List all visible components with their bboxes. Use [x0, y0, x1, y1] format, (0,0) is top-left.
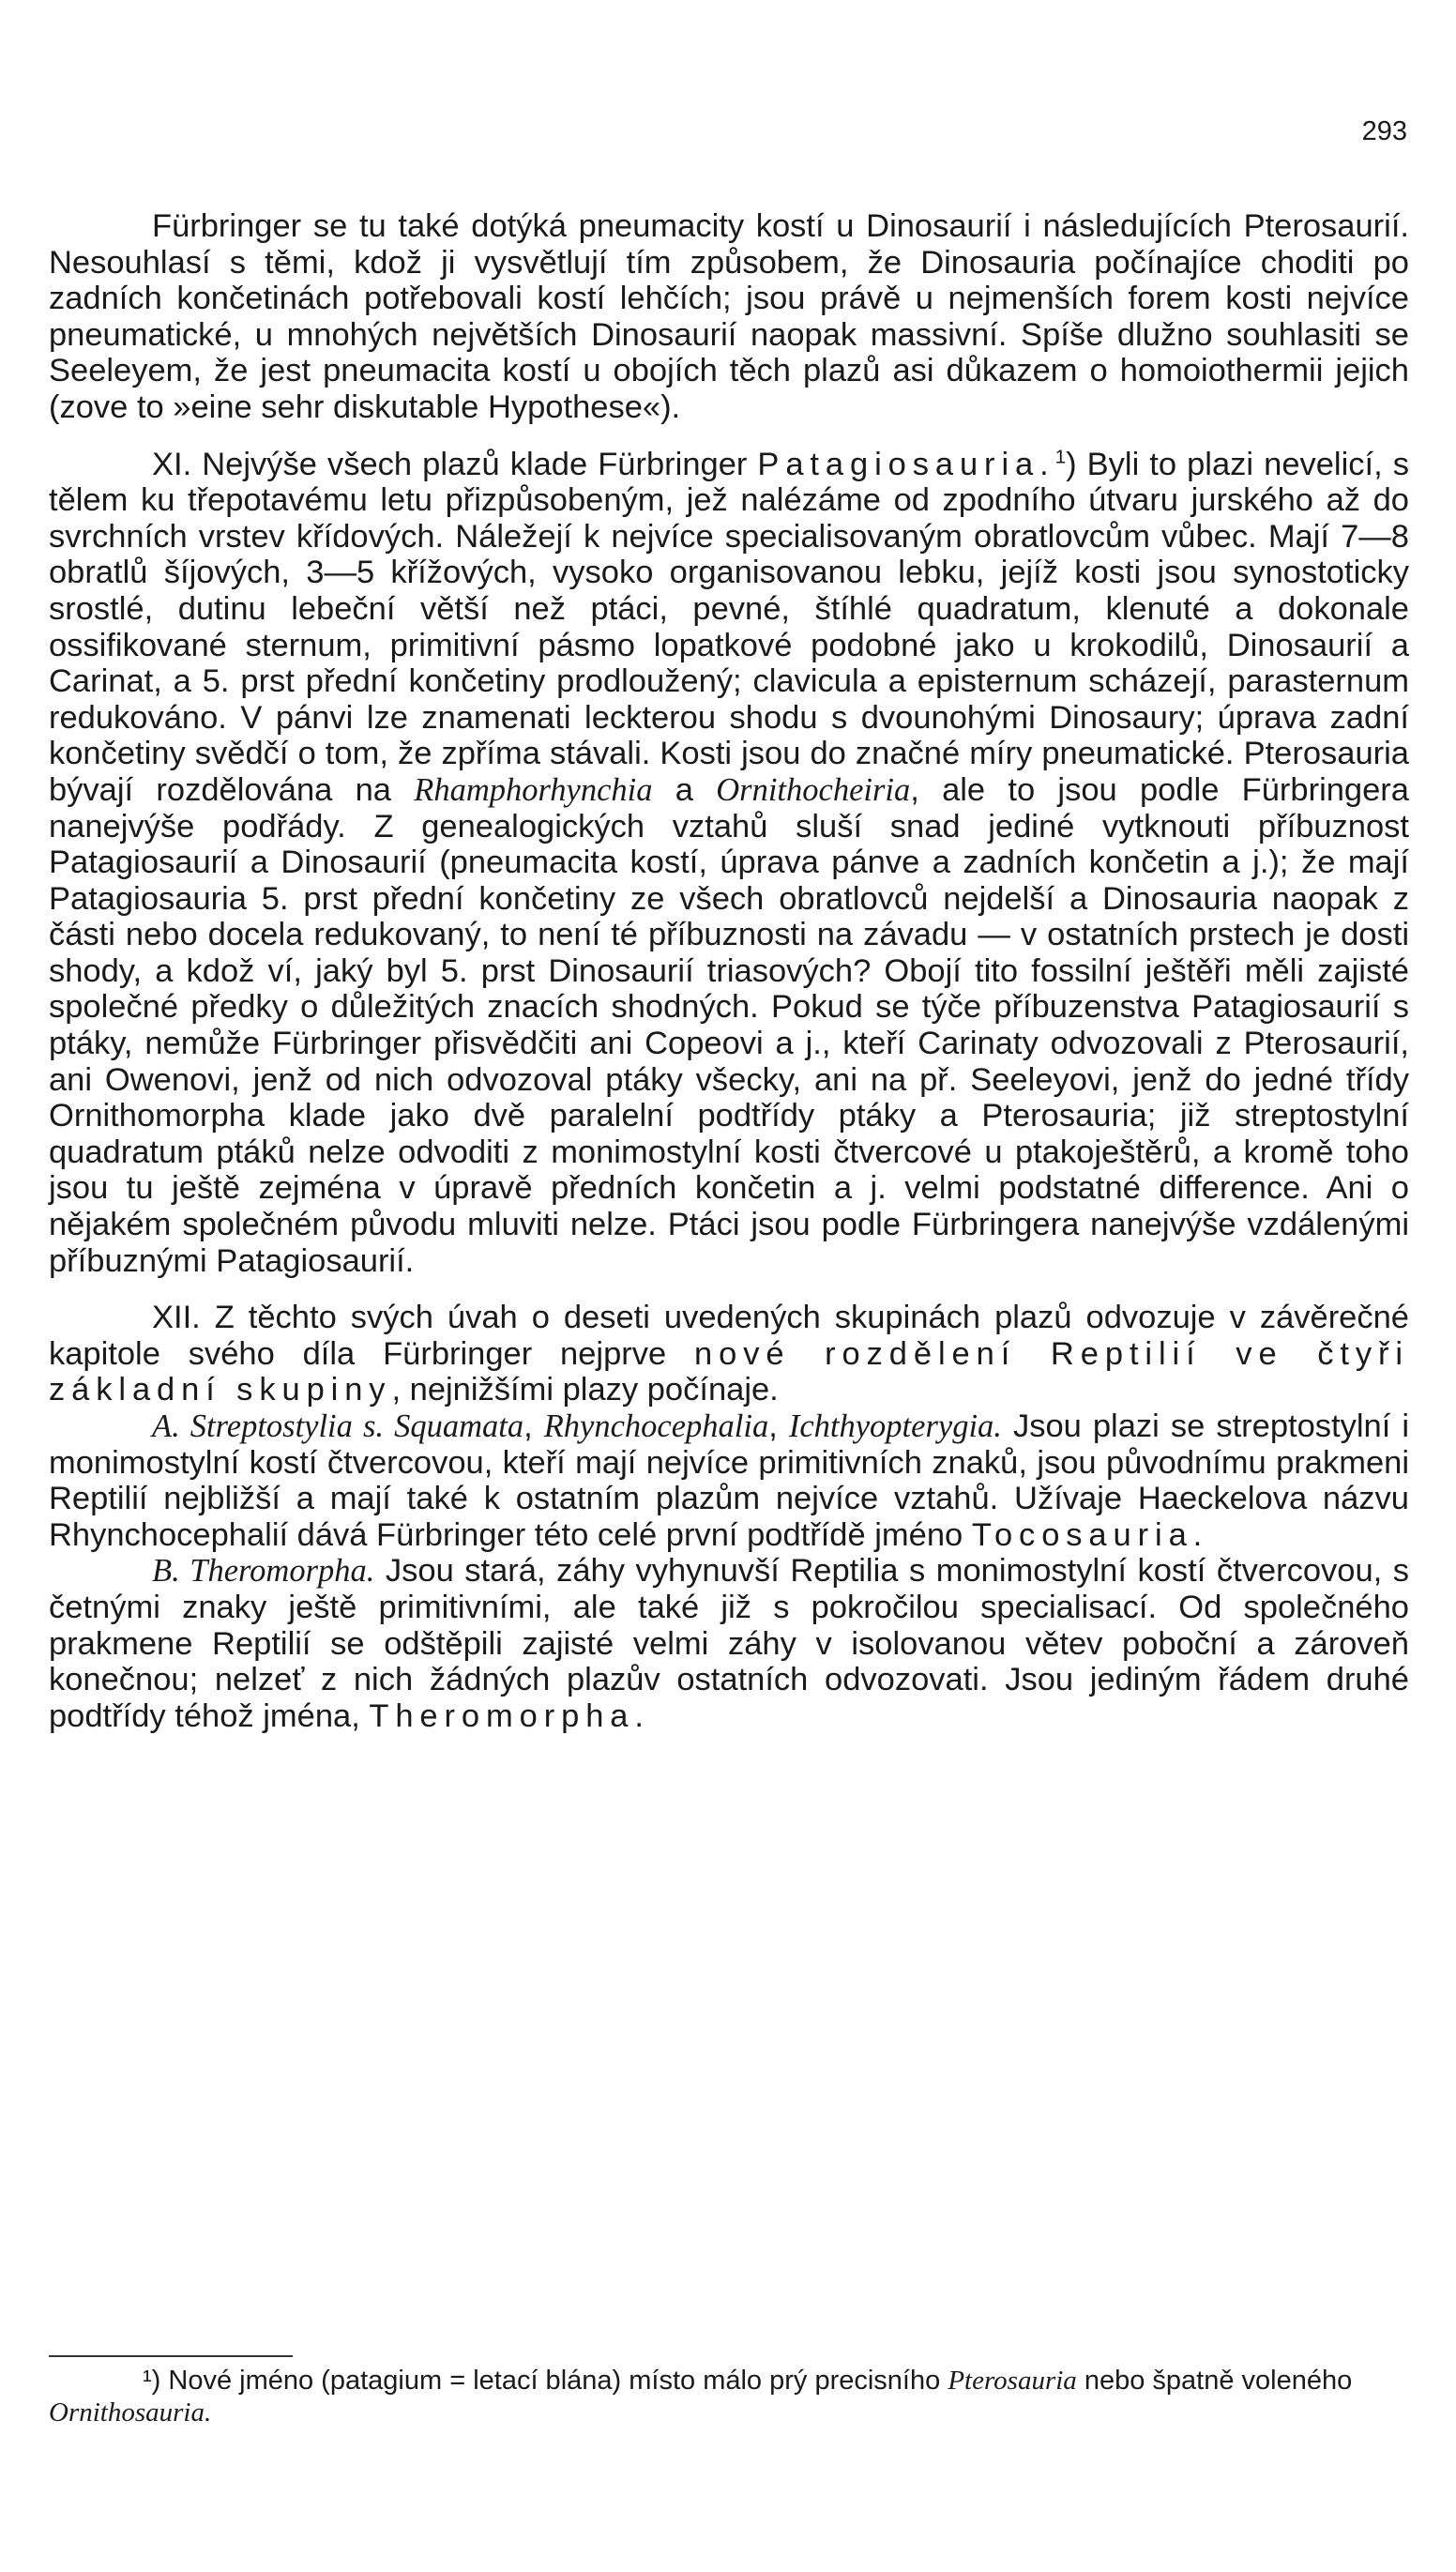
spaced-term: nové rozdělení Reptilií ve čtyři základní skupiny: [49, 1335, 1409, 1408]
spaced-term: Theromorpha.: [369, 1697, 650, 1734]
body-text: [49, 208, 1409, 1734]
footnote: [49, 2365, 1409, 2428]
page-number: 293: [1361, 116, 1407, 146]
paragraph-text: XII. Z těchto svých úvah o deseti uvedených skupinách plazů odvozuje v závěrečné kapitole svého díla Fürbringer nejprve: [49, 1300, 1409, 1372]
paragraph-text: ) Byli to plazi nevelicí, s tělem ku třepotavému letu přizpůsobeným, jež nalézáme od zpodního útvaru jurského až do svrchních vrstev křídových. Náležejí k nejvíce specialisovaným obratlovcům vůbec. Mají 7—8 obratlů šíjových, 3—5 křížových, vysoko organisovanou lebku, jejíž kosti jsou synostoticky srostlé, dutinu lebeční větší než ptáci, pevné, štíhlé quadratum, klenuté a dokonale ossifikované sternum, primitivní pásmo lopatkové podobné jako u krokodilů, Dinosaurií a Carinat, a 5. prst přední končetiny prodloužený; clavicula a episternum scházejí, parasternum redukováno. V pánvi lze znamenati leckterou shodu s dvounohými Dinosaury; úprava zadní končetiny svědčí o tom, že zpříma stávali. Kosti jsou do značné míry pneumatické. Pterosauria bývají rozdělována na: [49, 446, 1409, 808]
footnote-mark: ¹): [143, 2366, 161, 2396]
paragraph-text: , nejnižšími plazy počínaje.: [391, 1372, 779, 1408]
paragraph-pneumacity: [49, 208, 1409, 426]
paragraph-xi-patagiosauria: [49, 447, 1409, 1280]
italic-term: Ichthyopterygia.: [788, 1408, 1002, 1444]
italic-term: Rhynchocephalia: [543, 1408, 769, 1444]
italic-term: A. Streptostylia s. Squamata: [152, 1408, 524, 1444]
footnote-text: nebo špatně voleného: [1076, 2366, 1353, 2396]
italic-term: B. Theromorpha.: [152, 1553, 375, 1590]
spaced-term: Patagiosauria.: [757, 446, 1055, 482]
paragraph-text: XI. Nejvýše všech plazů klade Fürbringer: [152, 446, 758, 482]
paragraph-group-b: [49, 1553, 1409, 1734]
paragraph-text: Jsou stará, záhy vyhynuvší Reptilia s monimostylní kostí čtvercovou, s četnými znaky ještě primitivními, ale také již s pokročilou specialisací. Od společného prakmene Reptilií se odštěpili zajisté velmi záhy v isolovanou větev poboční a zároveň konečnou; nelzeť z nich žádných plazův ostatních odvozovati. Jsou jediným řádem druhé podtřídy téhož jména,: [49, 1553, 1409, 1734]
paragraph-text: a: [652, 771, 717, 808]
paragraph-text: Jsou plazi se streptostylní i monimostylní kostí čtvercovou, kteří mají nejvíce primitivních znaků, jsou původnímu prakmeni Reptilií nejbližší a mají také k ostatním plazům nejvíce vztahů. Užívaje Haeckelova názvu Rhynchocephalií dává Fürbringer této celé první podtřídě jméno: [49, 1408, 1410, 1553]
footnote-ref: 1: [1054, 446, 1067, 468]
italic-term: Pterosauria: [948, 2366, 1077, 2396]
paragraph-text: ,: [523, 1408, 544, 1444]
footnote-text: Nové jméno (patagium = letací blána) místo málo prý precisního: [160, 2366, 948, 2396]
italic-term: Rhamphorhynchia: [414, 771, 653, 808]
paragraph-group-a: [49, 1408, 1409, 1553]
paragraph-text: ,: [768, 1408, 789, 1444]
paragraph-text: , ale to jsou podle Fürbringera nanejvýše podřády. Z genealogických vztahů sluší snad jediné vytknouti příbuznost Patagiosaurií a Dinosaurií (pneumacita kostí, úprava pánve a zadních končetin a j.); že mají Patagiosauria 5. prst přední končetiny ze všech obratlovců nejdelší a Dinosauria naopak z části nebo docela redukovaný, to není té příbuznosti na závadu — v ostatních prstech je dosti shody, a kdož ví, jaký byl 5. prst Dinosaurií triasových? Obojí tito fossilní ještěři měli zajisté společné předky o důležitých znacích shodných. Pokud se týče příbuzenstva Patagiosaurií s ptáky, nemůže Fürbringer přisvědčiti ani Copeovi a j., kteří Carinaty odvozovali z Pterosaurií, ani Owenovi, jenž od nich odvozoval ptáky všecky, ani na př. Seeleyovi, jenž do jedné třídy Ornithomorpha klade jako dvě paralelní podtřídy ptáky a Pterosauria; již streptostylní quadratum ptáků nelze odvoditi z monimostylní kosti čtvercové u ptakoještěrů, a kromě toho jsou tu ještě zejména v úpravě předních končetin a j. velmi podstatné difference. Ani o nějakém společném původu mluviti nelze. Ptáci jsou podle Fürbringera nanejvýše vzdálenými příbuznými Patagiosaurií.: [49, 771, 1409, 1279]
footnote-divider: [49, 2355, 293, 2357]
paragraph-text: Fürbringer se tu také dotýká pneumacity kostí u Dinosaurií i následujících Pterosaurií. Nesouhlasí s těmi, kdož ji vysvětlují tím způsobem, že Dinosauria počínajíce choditi po zadních končetinách potřebovali kostí lehčích; jsou právě u nejmenších forem kosti nejvíce pneumatické, u mnohých největších Dinosaurií naopak massivní. Spíše dlužno souhlasiti se Seeleyem, že jest pneumacita kostí u obojích těch plazů asi důkazem o homoiothermii jejich (zove to »eine sehr diskutable Hypothese«).: [49, 208, 1409, 425]
italic-term: Ornithocheiria: [716, 771, 911, 808]
italic-term: Ornithosauria.: [49, 2397, 212, 2427]
spaced-term: Tocosauria.: [971, 1516, 1209, 1553]
paragraph-xii-classification: [49, 1300, 1409, 1408]
